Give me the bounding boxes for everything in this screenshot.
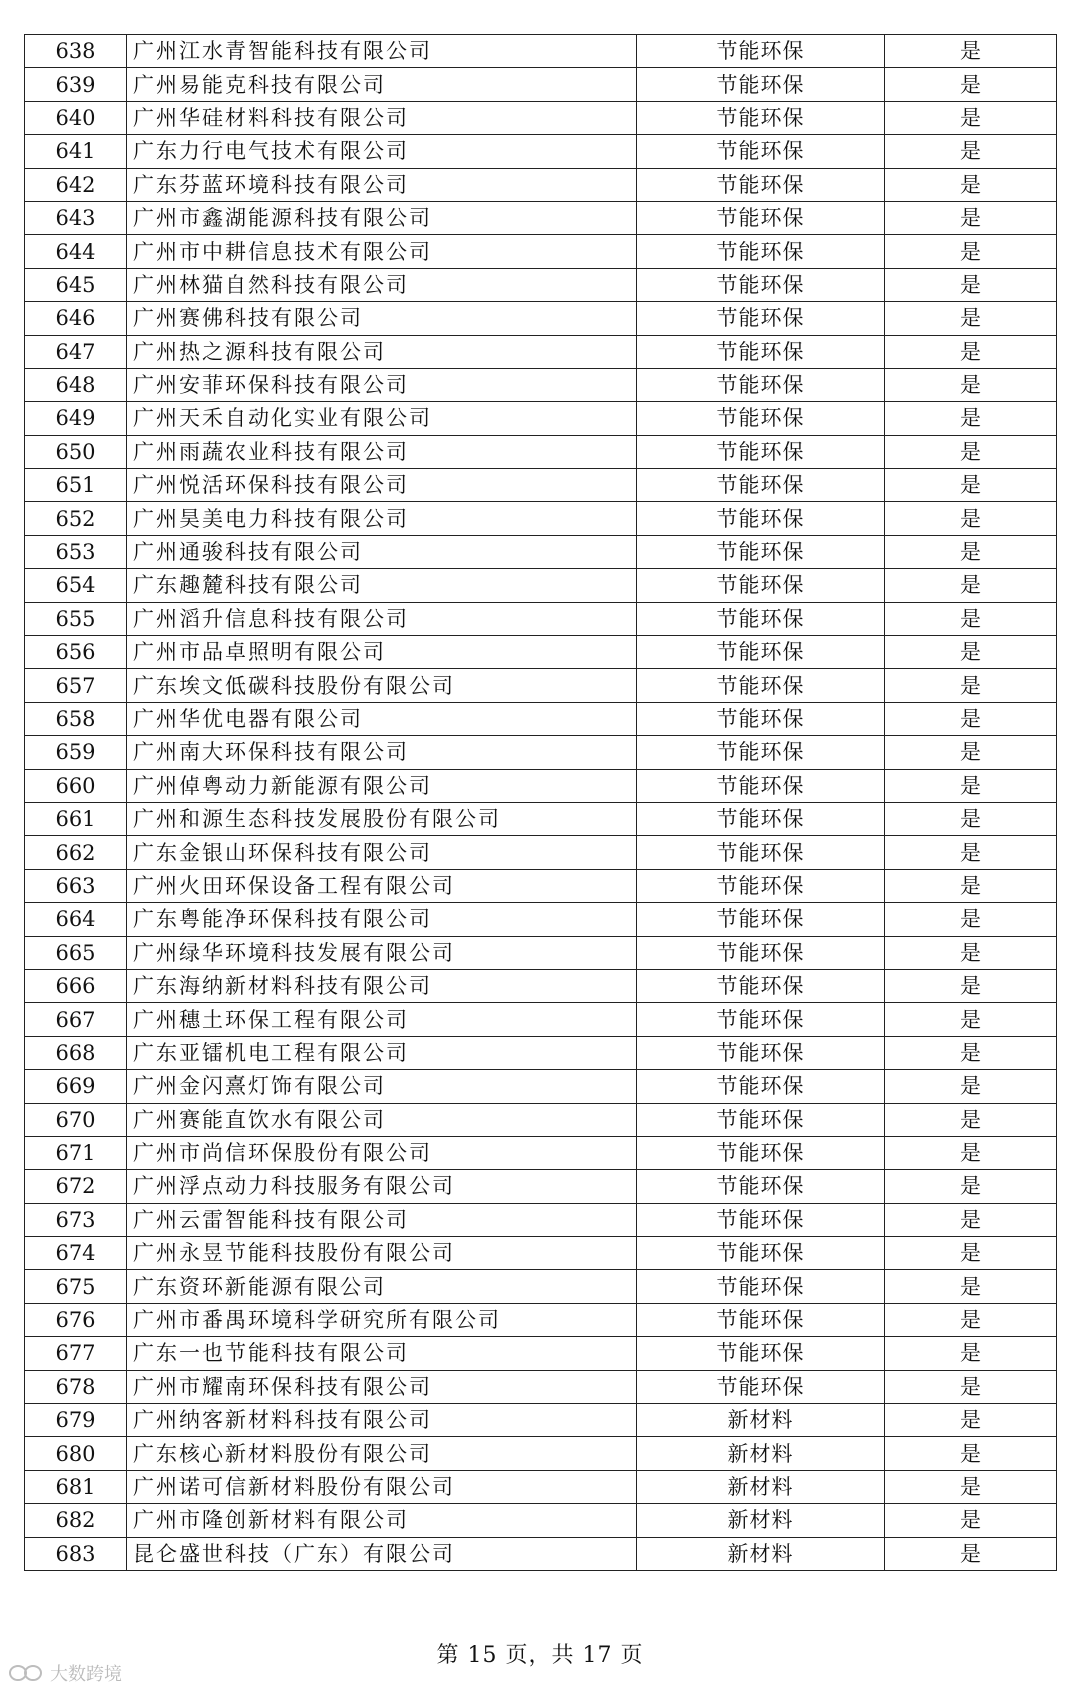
company-name: 广州昊美电力科技有限公司 xyxy=(127,502,637,535)
qualified-flag: 是 xyxy=(885,1404,1057,1437)
table-row xyxy=(25,1237,1057,1270)
company-name: 广州市中耕信息技术有限公司 xyxy=(127,235,637,268)
company-name: 广州金闪熹灯饰有限公司 xyxy=(127,1070,637,1103)
qualified-flag: 是 xyxy=(885,1036,1057,1069)
table-row xyxy=(25,435,1057,468)
industry: 节能环保 xyxy=(637,569,885,602)
industry: 新材料 xyxy=(637,1404,885,1437)
row-number: 664 xyxy=(25,903,127,936)
row-number: 656 xyxy=(25,636,127,669)
industry: 节能环保 xyxy=(637,1003,885,1036)
company-name: 广州赛能直饮水有限公司 xyxy=(127,1103,637,1136)
row-number: 638 xyxy=(25,35,127,68)
company-name: 广州市番禺环境科学研究所有限公司 xyxy=(127,1303,637,1336)
row-number: 647 xyxy=(25,335,127,368)
qualified-flag: 是 xyxy=(885,1537,1057,1570)
industry: 节能环保 xyxy=(637,1036,885,1069)
row-number: 672 xyxy=(25,1170,127,1203)
company-name: 广州安菲环保科技有限公司 xyxy=(127,368,637,401)
table-body xyxy=(25,35,1057,1571)
company-name: 广东海纳新材料科技有限公司 xyxy=(127,969,637,1002)
industry: 节能环保 xyxy=(637,368,885,401)
company-name: 广州华硅材料科技有限公司 xyxy=(127,101,637,134)
company-name: 广州热之源科技有限公司 xyxy=(127,335,637,368)
table-row xyxy=(25,1370,1057,1403)
table-row xyxy=(25,201,1057,234)
company-name: 广州市尚信环保股份有限公司 xyxy=(127,1136,637,1169)
row-number: 676 xyxy=(25,1303,127,1336)
qualified-flag: 是 xyxy=(885,1303,1057,1336)
row-number: 649 xyxy=(25,402,127,435)
row-number: 682 xyxy=(25,1504,127,1537)
industry: 节能环保 xyxy=(637,602,885,635)
row-number: 655 xyxy=(25,602,127,635)
table-row xyxy=(25,469,1057,502)
qualified-flag: 是 xyxy=(885,1203,1057,1236)
industry: 节能环保 xyxy=(637,669,885,702)
company-name: 广东芬蓝环境科技有限公司 xyxy=(127,168,637,201)
industry: 节能环保 xyxy=(637,1203,885,1236)
industry: 节能环保 xyxy=(637,201,885,234)
table-row xyxy=(25,368,1057,401)
industry: 节能环保 xyxy=(637,1070,885,1103)
industry: 节能环保 xyxy=(637,1103,885,1136)
row-number: 669 xyxy=(25,1070,127,1103)
row-number: 646 xyxy=(25,302,127,335)
qualified-flag: 是 xyxy=(885,569,1057,602)
row-number: 683 xyxy=(25,1537,127,1570)
qualified-flag: 是 xyxy=(885,1270,1057,1303)
table-row xyxy=(25,936,1057,969)
row-number: 651 xyxy=(25,469,127,502)
table-row xyxy=(25,1036,1057,1069)
row-number: 671 xyxy=(25,1136,127,1169)
qualified-flag: 是 xyxy=(885,1437,1057,1470)
company-name: 广州云雷智能科技有限公司 xyxy=(127,1203,637,1236)
industry: 节能环保 xyxy=(637,1370,885,1403)
row-number: 653 xyxy=(25,535,127,568)
qualified-flag: 是 xyxy=(885,368,1057,401)
table-row xyxy=(25,335,1057,368)
qualified-flag: 是 xyxy=(885,502,1057,535)
company-name: 广州滔升信息科技有限公司 xyxy=(127,602,637,635)
qualified-flag: 是 xyxy=(885,1103,1057,1136)
table-row xyxy=(25,135,1057,168)
table-row xyxy=(25,869,1057,902)
row-number: 673 xyxy=(25,1203,127,1236)
qualified-flag: 是 xyxy=(885,168,1057,201)
table-row xyxy=(25,35,1057,68)
qualified-flag: 是 xyxy=(885,1237,1057,1270)
table-row xyxy=(25,1504,1057,1537)
company-name: 广州永昱节能科技股份有限公司 xyxy=(127,1237,637,1270)
company-name: 广州纳客新材料科技有限公司 xyxy=(127,1404,637,1437)
row-number: 668 xyxy=(25,1036,127,1069)
row-number: 678 xyxy=(25,1370,127,1403)
table-row xyxy=(25,1437,1057,1470)
company-name: 广州市鑫湖能源科技有限公司 xyxy=(127,201,637,234)
company-name: 广州市耀南环保科技有限公司 xyxy=(127,1370,637,1403)
table-row xyxy=(25,168,1057,201)
company-name: 广州雨蔬农业科技有限公司 xyxy=(127,435,637,468)
row-number: 657 xyxy=(25,669,127,702)
table-row xyxy=(25,235,1057,268)
row-number: 666 xyxy=(25,969,127,1002)
company-name: 广州诺可信新材料股份有限公司 xyxy=(127,1470,637,1503)
company-name: 广州南大环保科技有限公司 xyxy=(127,736,637,769)
industry: 节能环保 xyxy=(637,769,885,802)
industry: 新材料 xyxy=(637,1537,885,1570)
row-number: 644 xyxy=(25,235,127,268)
table-row xyxy=(25,502,1057,535)
industry: 节能环保 xyxy=(637,402,885,435)
table-row xyxy=(25,969,1057,1002)
industry: 节能环保 xyxy=(637,302,885,335)
table-row xyxy=(25,769,1057,802)
table-row xyxy=(25,669,1057,702)
qualified-flag: 是 xyxy=(885,435,1057,468)
company-name: 广州江水青智能科技有限公司 xyxy=(127,35,637,68)
row-number: 642 xyxy=(25,168,127,201)
company-name: 广东趣麓科技有限公司 xyxy=(127,569,637,602)
row-number: 661 xyxy=(25,802,127,835)
industry: 节能环保 xyxy=(637,1270,885,1303)
qualified-flag: 是 xyxy=(885,669,1057,702)
company-name: 广州火田环保设备工程有限公司 xyxy=(127,869,637,902)
qualified-flag: 是 xyxy=(885,736,1057,769)
table-row xyxy=(25,569,1057,602)
table-row xyxy=(25,302,1057,335)
row-number: 667 xyxy=(25,1003,127,1036)
watermark-logo-icon xyxy=(8,1663,44,1683)
qualified-flag: 是 xyxy=(885,769,1057,802)
company-table xyxy=(24,34,1057,1571)
company-name: 广州绿华环境科技发展有限公司 xyxy=(127,936,637,969)
qualified-flag: 是 xyxy=(885,235,1057,268)
company-name: 广东埃文低碳科技股份有限公司 xyxy=(127,669,637,702)
qualified-flag: 是 xyxy=(885,135,1057,168)
watermark-text: 大数跨境 xyxy=(50,1664,122,1685)
qualified-flag: 是 xyxy=(885,1170,1057,1203)
industry: 节能环保 xyxy=(637,35,885,68)
industry: 新材料 xyxy=(637,1437,885,1470)
table-row xyxy=(25,903,1057,936)
page-number: 第 15 页，共 17 页 xyxy=(436,1643,644,1668)
row-number: 645 xyxy=(25,268,127,301)
company-name: 广州市隆创新材料有限公司 xyxy=(127,1504,637,1537)
industry: 新材料 xyxy=(637,1504,885,1537)
table-row xyxy=(25,268,1057,301)
industry: 节能环保 xyxy=(637,435,885,468)
industry: 节能环保 xyxy=(637,936,885,969)
row-number: 652 xyxy=(25,502,127,535)
table-row xyxy=(25,602,1057,635)
table-row xyxy=(25,702,1057,735)
row-number: 639 xyxy=(25,68,127,101)
company-name: 广州悦活环保科技有限公司 xyxy=(127,469,637,502)
row-number: 665 xyxy=(25,936,127,969)
industry: 节能环保 xyxy=(637,969,885,1002)
row-number: 663 xyxy=(25,869,127,902)
table-row xyxy=(25,1537,1057,1570)
industry: 节能环保 xyxy=(637,903,885,936)
row-number: 670 xyxy=(25,1103,127,1136)
table-row xyxy=(25,636,1057,669)
row-number: 662 xyxy=(25,836,127,869)
qualified-flag: 是 xyxy=(885,201,1057,234)
row-number: 677 xyxy=(25,1337,127,1370)
table-row xyxy=(25,1170,1057,1203)
industry: 节能环保 xyxy=(637,235,885,268)
qualified-flag: 是 xyxy=(885,702,1057,735)
industry: 节能环保 xyxy=(637,869,885,902)
company-name: 广州穗土环保工程有限公司 xyxy=(127,1003,637,1036)
company-name: 广东金银山环保科技有限公司 xyxy=(127,836,637,869)
table-row xyxy=(25,101,1057,134)
company-name: 广州林猫自然科技有限公司 xyxy=(127,268,637,301)
row-number: 643 xyxy=(25,201,127,234)
qualified-flag: 是 xyxy=(885,1504,1057,1537)
industry: 节能环保 xyxy=(637,535,885,568)
table-row xyxy=(25,1337,1057,1370)
qualified-flag: 是 xyxy=(885,836,1057,869)
industry: 节能环保 xyxy=(637,1170,885,1203)
qualified-flag: 是 xyxy=(885,35,1057,68)
company-name: 广州倬粤动力新能源有限公司 xyxy=(127,769,637,802)
company-name: 广东一也节能科技有限公司 xyxy=(127,1337,637,1370)
row-number: 660 xyxy=(25,769,127,802)
table-row xyxy=(25,802,1057,835)
company-name: 广东亚镭机电工程有限公司 xyxy=(127,1036,637,1069)
company-name: 广州易能克科技有限公司 xyxy=(127,68,637,101)
qualified-flag: 是 xyxy=(885,335,1057,368)
table-row xyxy=(25,402,1057,435)
row-number: 648 xyxy=(25,368,127,401)
industry: 节能环保 xyxy=(637,836,885,869)
qualified-flag: 是 xyxy=(885,1337,1057,1370)
table-row xyxy=(25,1136,1057,1169)
qualified-flag: 是 xyxy=(885,1070,1057,1103)
industry: 节能环保 xyxy=(637,268,885,301)
qualified-flag: 是 xyxy=(885,1370,1057,1403)
company-name: 广州浮点动力科技服务有限公司 xyxy=(127,1170,637,1203)
industry: 新材料 xyxy=(637,1470,885,1503)
table-row xyxy=(25,68,1057,101)
company-name: 广州通骏科技有限公司 xyxy=(127,535,637,568)
row-number: 674 xyxy=(25,1237,127,1270)
table-row xyxy=(25,1303,1057,1336)
industry: 节能环保 xyxy=(637,636,885,669)
table-row xyxy=(25,1270,1057,1303)
table-row xyxy=(25,535,1057,568)
company-name: 广州市品卓照明有限公司 xyxy=(127,636,637,669)
qualified-flag: 是 xyxy=(885,1470,1057,1503)
qualified-flag: 是 xyxy=(885,469,1057,502)
industry: 节能环保 xyxy=(637,1337,885,1370)
row-number: 658 xyxy=(25,702,127,735)
row-number: 640 xyxy=(25,101,127,134)
qualified-flag: 是 xyxy=(885,302,1057,335)
industry: 节能环保 xyxy=(637,702,885,735)
industry: 节能环保 xyxy=(637,135,885,168)
industry: 节能环保 xyxy=(637,68,885,101)
row-number: 675 xyxy=(25,1270,127,1303)
row-number: 679 xyxy=(25,1404,127,1437)
industry: 节能环保 xyxy=(637,1303,885,1336)
row-number: 681 xyxy=(25,1470,127,1503)
company-name: 广州和源生态科技发展股份有限公司 xyxy=(127,802,637,835)
table-row xyxy=(25,1404,1057,1437)
company-name: 广东粤能净环保科技有限公司 xyxy=(127,903,637,936)
table-row xyxy=(25,836,1057,869)
company-name: 广州华优电器有限公司 xyxy=(127,702,637,735)
table-row xyxy=(25,1470,1057,1503)
industry: 节能环保 xyxy=(637,1237,885,1270)
industry: 节能环保 xyxy=(637,802,885,835)
industry: 节能环保 xyxy=(637,101,885,134)
qualified-flag: 是 xyxy=(885,101,1057,134)
qualified-flag: 是 xyxy=(885,402,1057,435)
industry: 节能环保 xyxy=(637,1136,885,1169)
row-number: 650 xyxy=(25,435,127,468)
qualified-flag: 是 xyxy=(885,802,1057,835)
row-number: 659 xyxy=(25,736,127,769)
qualified-flag: 是 xyxy=(885,602,1057,635)
company-name: 广州赛佛科技有限公司 xyxy=(127,302,637,335)
industry: 节能环保 xyxy=(637,168,885,201)
qualified-flag: 是 xyxy=(885,268,1057,301)
qualified-flag: 是 xyxy=(885,1136,1057,1169)
industry: 节能环保 xyxy=(637,335,885,368)
qualified-flag: 是 xyxy=(885,535,1057,568)
qualified-flag: 是 xyxy=(885,636,1057,669)
company-name: 广东资环新能源有限公司 xyxy=(127,1270,637,1303)
qualified-flag: 是 xyxy=(885,1003,1057,1036)
row-number: 641 xyxy=(25,135,127,168)
industry: 节能环保 xyxy=(637,736,885,769)
table-row xyxy=(25,1003,1057,1036)
qualified-flag: 是 xyxy=(885,903,1057,936)
industry: 节能环保 xyxy=(637,469,885,502)
industry: 节能环保 xyxy=(637,502,885,535)
qualified-flag: 是 xyxy=(885,68,1057,101)
table-row xyxy=(25,1070,1057,1103)
row-number: 680 xyxy=(25,1437,127,1470)
qualified-flag: 是 xyxy=(885,936,1057,969)
company-name: 广州天禾自动化实业有限公司 xyxy=(127,402,637,435)
company-name: 昆仑盛世科技（广东）有限公司 xyxy=(127,1537,637,1570)
table-row xyxy=(25,1203,1057,1236)
company-name: 广东力行电气技术有限公司 xyxy=(127,135,637,168)
qualified-flag: 是 xyxy=(885,969,1057,1002)
table-row xyxy=(25,1103,1057,1136)
watermark xyxy=(8,1660,122,1686)
row-number: 654 xyxy=(25,569,127,602)
qualified-flag: 是 xyxy=(885,869,1057,902)
company-name: 广东核心新材料股份有限公司 xyxy=(127,1437,637,1470)
table-row xyxy=(25,736,1057,769)
